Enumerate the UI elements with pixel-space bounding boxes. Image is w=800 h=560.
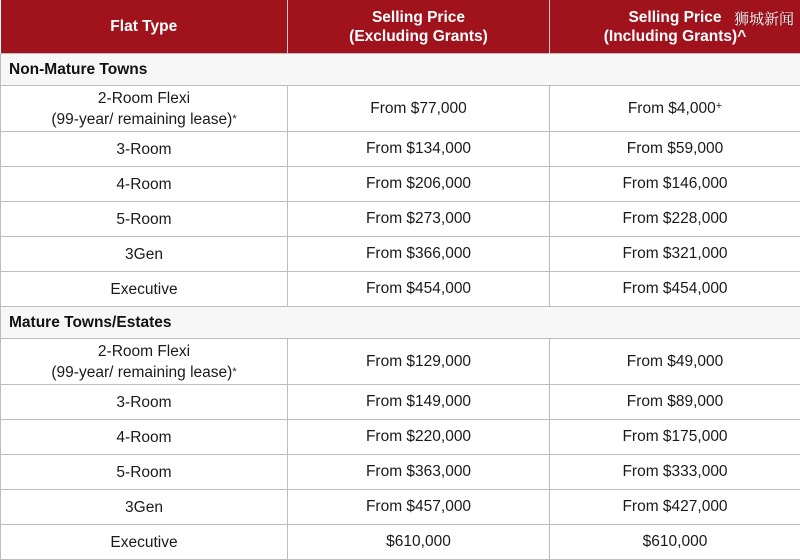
price-incl-grants-value: From $321,000 bbox=[622, 245, 727, 262]
header-row bbox=[1, 0, 800, 54]
price-incl-grants-value: From $454,000 bbox=[622, 280, 727, 297]
flat-type-cell bbox=[1, 490, 288, 525]
section-row bbox=[1, 307, 800, 339]
price-excl-grants-cell: From $206,000 bbox=[288, 167, 550, 202]
flat-type-name: 3-Room bbox=[1, 139, 287, 160]
footnote-mark: * bbox=[232, 113, 236, 125]
price-incl-grants-value: From $333,000 bbox=[622, 463, 727, 480]
price-incl-grants-cell bbox=[550, 525, 800, 560]
flat-type-note-line bbox=[1, 109, 287, 130]
table-row bbox=[1, 202, 800, 237]
watermark-text: 狮城新闻 bbox=[734, 8, 794, 29]
table-row bbox=[1, 272, 800, 307]
price-incl-grants-value: From $89,000 bbox=[627, 393, 724, 410]
flat-type-name: 5-Room bbox=[1, 209, 287, 230]
price-incl-grants-value: From $146,000 bbox=[622, 175, 727, 192]
price-incl-grants-cell bbox=[550, 455, 800, 490]
price-excl-grants-cell: From $457,000 bbox=[288, 490, 550, 525]
table-row bbox=[1, 420, 800, 455]
flat-type-name: 4-Room bbox=[1, 427, 287, 448]
table-row bbox=[1, 339, 800, 385]
header-line-2: (Including Grants)^ bbox=[550, 27, 800, 46]
price-excl-grants-cell: From $366,000 bbox=[288, 237, 550, 272]
price-excl-grants-cell: From $363,000 bbox=[288, 455, 550, 490]
table-row bbox=[1, 237, 800, 272]
price-incl-grants-cell bbox=[550, 167, 800, 202]
price-excl-grants-cell: From $220,000 bbox=[288, 420, 550, 455]
price-incl-grants-cell bbox=[550, 237, 800, 272]
price-incl-grants-cell bbox=[550, 86, 800, 132]
flat-type-name: Executive bbox=[1, 532, 287, 553]
flat-type-cell bbox=[1, 86, 288, 132]
table-body bbox=[1, 54, 800, 560]
table-row bbox=[1, 455, 800, 490]
flat-type-cell bbox=[1, 167, 288, 202]
price-incl-grants-value: From $427,000 bbox=[622, 498, 727, 515]
flat-type-cell bbox=[1, 237, 288, 272]
flat-type-cell bbox=[1, 339, 288, 385]
price-incl-grants-cell bbox=[550, 202, 800, 237]
footnote-mark: + bbox=[716, 100, 722, 112]
section-row bbox=[1, 54, 800, 86]
price-incl-grants-cell bbox=[550, 420, 800, 455]
price-incl-grants-value: From $4,000 bbox=[628, 100, 716, 117]
price-incl-grants-value: From $59,000 bbox=[627, 140, 724, 157]
flat-type-name: 3Gen bbox=[1, 244, 287, 265]
flat-type-name: 3Gen bbox=[1, 497, 287, 518]
price-excl-grants-cell: From $134,000 bbox=[288, 132, 550, 167]
flat-type-cell bbox=[1, 420, 288, 455]
flat-type-cell bbox=[1, 525, 288, 560]
footnote-mark: * bbox=[232, 366, 236, 378]
price-incl-grants-value: From $49,000 bbox=[627, 353, 724, 370]
price-incl-grants-value: From $228,000 bbox=[622, 210, 727, 227]
price-excl-grants-cell: From $454,000 bbox=[288, 272, 550, 307]
table-row bbox=[1, 86, 800, 132]
flat-type-cell bbox=[1, 272, 288, 307]
flat-type-note: (99-year/ remaining lease) bbox=[51, 111, 232, 128]
price-incl-grants-cell bbox=[550, 490, 800, 525]
table-header bbox=[1, 0, 800, 54]
header-line-1: Selling Price bbox=[550, 8, 800, 27]
flat-type-cell bbox=[1, 202, 288, 237]
price-incl-grants-cell bbox=[550, 272, 800, 307]
flat-type-name: 2-Room Flexi bbox=[1, 88, 287, 109]
table-row bbox=[1, 167, 800, 202]
flat-type-cell bbox=[1, 455, 288, 490]
header-line-2: (Excluding Grants) bbox=[288, 27, 549, 46]
table-row bbox=[1, 525, 800, 560]
flat-type-name: Executive bbox=[1, 279, 287, 300]
price-incl-grants-cell bbox=[550, 385, 800, 420]
price-excl-grants-cell: From $129,000 bbox=[288, 339, 550, 385]
flat-type-name: 5-Room bbox=[1, 462, 287, 483]
section-title: Mature Towns/Estates bbox=[1, 307, 800, 339]
price-incl-grants-cell bbox=[550, 339, 800, 385]
table-row bbox=[1, 490, 800, 525]
price-incl-grants-value: From $175,000 bbox=[622, 428, 727, 445]
header-flat-type bbox=[1, 0, 288, 54]
flat-type-note-line bbox=[1, 362, 287, 383]
price-excl-grants-cell: From $149,000 bbox=[288, 385, 550, 420]
section-title: Non-Mature Towns bbox=[1, 54, 800, 86]
price-excl-grants-cell: From $273,000 bbox=[288, 202, 550, 237]
price-incl-grants-cell bbox=[550, 132, 800, 167]
price-excl-grants-cell: $610,000 bbox=[288, 525, 550, 560]
flat-type-name: 3-Room bbox=[1, 392, 287, 413]
header-flat-type-label: Flat Type bbox=[1, 17, 288, 36]
table-row bbox=[1, 132, 800, 167]
table-row bbox=[1, 385, 800, 420]
header-line-1: Selling Price bbox=[288, 8, 549, 27]
flat-type-name: 4-Room bbox=[1, 174, 287, 195]
flat-type-note: (99-year/ remaining lease) bbox=[51, 364, 232, 381]
flat-type-name: 2-Room Flexi bbox=[1, 341, 287, 362]
flat-type-cell bbox=[1, 385, 288, 420]
flat-type-cell bbox=[1, 132, 288, 167]
price-excl-grants-cell: From $77,000 bbox=[288, 86, 550, 132]
price-incl-grants-value: $610,000 bbox=[643, 533, 708, 550]
header-price-excl-grants bbox=[288, 0, 550, 54]
